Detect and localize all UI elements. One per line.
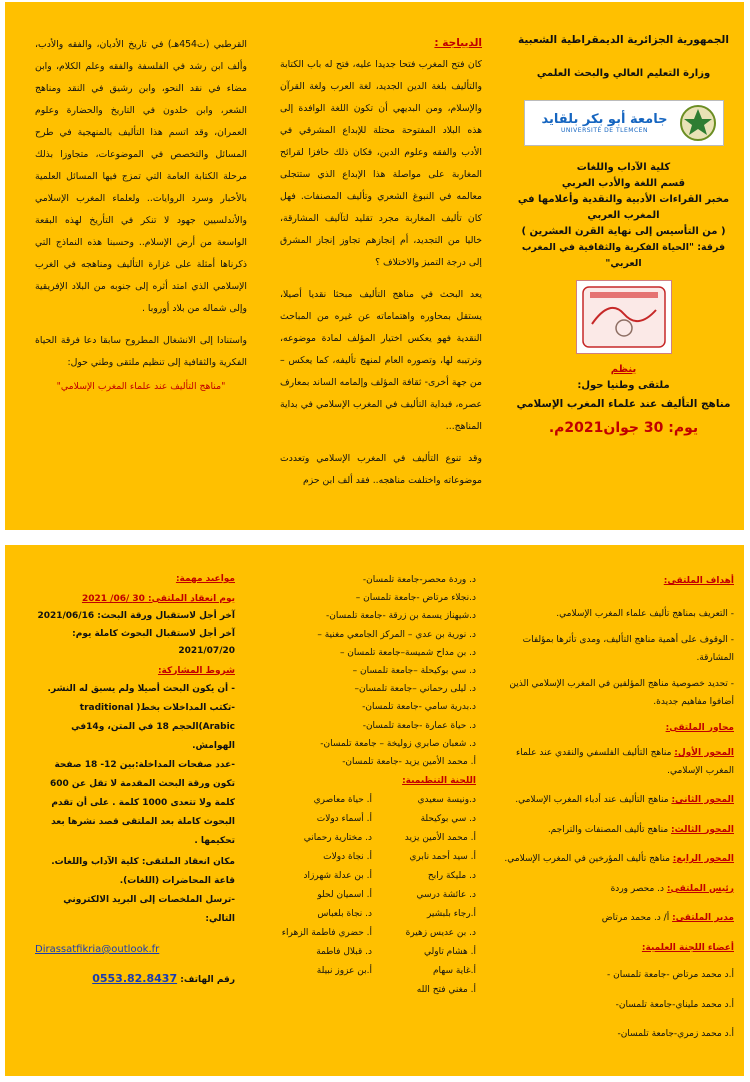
continuation-paragraph: القرطبي (ت454هـ) في تاريخ الأديان، والفقه والأدب، وألف ابن رشد في الفلسفة والفقه وعلم الكلام، وابن مضاء في نقد النحو، وابن رشيق في النقد ومناهج الشعر، وابن خلدون في التاريخ والحضارة وعلوم العمران، وقد اتسم هذا التأليف بالمنهجية في طرح المسائل والتخصص في الموضوعات، متجاوزا بذلك مرحلة الكتابة العامة التي تمزج فيها المسائل العلمية بالأخبار وسرد الروايات.. ولعلماء المغرب الإسلامي والأندلسيين جهود لا تنكر في التأريخ لهذه البقعة الواسعة من أرض الإسلام.. وحسبنا هذه النماذج التي ذكرناها أمثلة على غزارة التأليف ومناهجه في الغرب الإسلامي الذي امتد أثره إلى جنوبه من البلاد الإفريقية وإلى شماله من بلاد أوروبا . <box>35 39 247 314</box>
organizing-committee-row <box>268 829 476 848</box>
committee-member: د. وردة محصر-جامعة تلمسان- <box>362 575 476 585</box>
republic-title: الجمهورية الجزائرية الديمقراطية الشعبية <box>518 34 729 46</box>
committee-member: د. سي بوكيحلة –جامعة تلمسان – <box>352 666 476 677</box>
committee-member: د. نورية بن عدي – المركز الجامعي مغنية – <box>317 629 476 640</box>
organizing-committee-member: أ. أسماء دولات <box>316 813 372 824</box>
axis-text: مناهج التأليف عند أدباء المغرب الإسلامي. <box>515 795 672 806</box>
axis-label: المحور الثالث: <box>671 824 734 835</box>
organizing-committee-member: أ.غاية سهام <box>432 965 476 976</box>
preamble-paragraph: كان فتح المغرب فتحا جديدا عليه، فتح له باب الكتابة والتأليف بلغة الدين الجديد، لغة العرب ولغة القرآن والإسلام، ومن البديهي أن تكون اللغة الوافدة إلى هذه البلاد المفتوحة محتلة للإبداع المشرقي في الأدب والفقه وعلوم الدين، فكان ذلك حافزا لقرائح المغاربة على مواصلة هذا الإبداع الذي ستتجلى معالمه في النبوغ الشعري وتأليف المصنفات. فهل كان تأليف المغاربة مجرد تقليد لتآليف المشارقة، خاليا من التجديد، أم إنجازهم تجاوز إنجاز المشرق إلى درجة التميز والاختلاف ؟ <box>280 59 482 268</box>
university-emblem-icon <box>679 104 717 142</box>
conference-title: مناهج التأليف عند علماء المغرب الإسلامي <box>516 398 731 410</box>
organizing-committee-member: أ. سيد أحمد نابري <box>409 851 476 862</box>
goals-heading: أهداف الملتقى: <box>663 576 734 586</box>
organizing-committee-member: أ. بن عدلة شهرزاد <box>303 870 372 881</box>
committees-panel <box>258 545 488 1076</box>
axis-text: مناهج تأليف المصنفات والتراجم. <box>547 824 672 835</box>
ministry-title: وزارة التعليم العالي والبحث العلمي <box>536 68 711 79</box>
goal-item: - الوقوف على أهمية مناهج التأليف، ومدى تأثرها بمؤلفات المشارقة. <box>522 634 734 663</box>
axis-label: المحور الرابع: <box>672 854 734 865</box>
committee-member: د. شعبان صابري زوليخة – جامعة تلمسان- <box>320 738 476 749</box>
goal-item: - التعريف بمناهج تأليف علماء المغرب الإسلامي. <box>556 608 734 619</box>
axis-label: المحور الأول: <box>674 748 734 759</box>
axis-item <box>503 792 734 810</box>
terms-item: -تكتب المداخلات بخط( traditional Arabic)الحجم 18 في المتن، و14في الهوامش. <box>71 703 235 751</box>
organizing-committee-member: أ. حياة معاصري <box>313 794 372 805</box>
director-name: أ/ د. محمد مرتاض <box>601 913 673 924</box>
organizing-committee-member: أ. هشام تاولي <box>423 946 476 957</box>
lab-logo <box>576 280 672 354</box>
brochure-inner-page <box>5 545 744 1076</box>
committee-member: د.بدرية سامي -جامعة تلمسان- <box>362 702 476 713</box>
organizing-committee-member: د. مختارية رحماني <box>303 832 372 843</box>
organizing-committee-member: د. عائشة درسي <box>416 889 476 900</box>
president-name: د. محصر وردة <box>610 883 667 894</box>
committee-member: أ.د محمد زمري-جامعة تلمسان- <box>617 1029 734 1040</box>
research-team: فرقة: "الحياة الفكرية والثقافية في المغرب العربي" <box>521 242 726 269</box>
contact-email-link[interactable]: Dirassatfikria@outlook.fr <box>35 944 160 955</box>
axis-label: المحور الثاني: <box>671 795 734 806</box>
lab-name-line2: المغرب العربي <box>587 210 660 221</box>
preamble-paragraph: يعد البحث في مناهج التأليف مبحثا نقديا أصيلا، يستقل بمحاوره واهتماماته عن غيره من المباحث النقدية فهو يعكس اختيار المؤلف لمادة موضوعه، وترتيبه لها، وتصوره العام لمنهج تأليفه، كما يعكس – من جهة أخرى- ثقافة المؤلف وإلمامه الساند بمعارف عصره، فبداية التأليف في المغرب الإسلامي في بداية المناهج... <box>280 289 482 432</box>
cover-panel <box>499 2 744 530</box>
organizing-committee-member: د. نجاة بلعباس <box>317 908 372 919</box>
terms-item: -عدد صفحات المداخلة:بين 12- 18 صفحة <box>54 760 235 770</box>
organizing-committee-row <box>268 867 476 886</box>
faculty-name: كلية الآداب واللغات <box>576 162 671 173</box>
axis-text: مناهج التأليف الفلسفي والنقدي عند علماء المغرب الإسلامي. <box>515 748 734 776</box>
conference-date: يوم: 30 جوان2021م. <box>548 420 699 436</box>
committee-member: د. حياة عمارة -جامعة تلمسان- <box>362 720 476 731</box>
director-label: مدير الملتقى: <box>672 913 734 924</box>
goal-item: - تحديد خصوصية مناهج المؤلفين في المغرب الإسلامي الذين أضافوا مفاهيم جديدة. <box>509 679 734 708</box>
venue: مكان انعقاد الملتقى: كلية الآداب واللغات. قاعة المحاضرات (اللغات). <box>51 857 235 886</box>
conference-director <box>503 910 734 928</box>
preamble-panel <box>268 2 498 530</box>
committee-member: أ.د محمد مرتاض -جامعة تلمسان - <box>606 970 734 981</box>
deadline-full-paper: آخر أجل لاستقبال البحوث كاملة يوم: 2021/07/20 <box>72 628 235 656</box>
organizing-committee-row <box>268 962 476 981</box>
axis-text: مناهج تأليف المؤرخين في المغرب الإسلامي. <box>504 854 673 865</box>
preamble-heading: الديباجة : <box>434 37 482 49</box>
organizing-committee-member: د. مليكة رابح <box>427 870 476 881</box>
submission-note: -ترسل الملخصات إلى البريد الالكتروني التالي: <box>63 895 235 924</box>
university-logo <box>524 100 724 146</box>
committee-member: د.شيهناز يسمة بن زرقة -جامعة تلمسان- <box>326 611 476 622</box>
organizing-committee-row <box>268 848 476 867</box>
organizing-committee-row <box>268 924 476 943</box>
info-panel <box>5 545 257 1076</box>
lab-emblem-icon <box>580 284 668 350</box>
deadline-abstract: آخر أجل لاستقبال ورقة البحث: 2021/06/16 <box>37 611 235 621</box>
phone-label: رقم الهاتف: <box>180 974 235 985</box>
organizing-committee-heading: اللجنة التنظيمية: <box>402 776 476 787</box>
lab-name-line1: مخبر القراءات الأدبية والنقدية وأعلامها في <box>517 194 730 205</box>
committee-member: د. ليلى رحماني –جامعة تلمسان– <box>354 684 476 695</box>
continuation-panel <box>5 2 267 530</box>
brochure-outer-page <box>5 2 744 530</box>
organizing-committee-member: أ. مغني فتح الله <box>416 984 476 995</box>
conference-title-quote: "مناهج التأليف عند علماء المغرب الإسلامي" <box>56 381 226 392</box>
scientific-committee-heading: أعضاء اللجنة العلمية: <box>641 942 734 953</box>
phone-number[interactable]: 0553.82.8437 <box>92 971 178 985</box>
conference-day: يوم انعقاد الملتقى: 30 /06/ 2021 <box>81 593 235 604</box>
organizing-committee-member: د.ونيسة سعيدي <box>417 794 476 805</box>
organizing-committee-member: أ.بن عزوز نبيلة <box>316 965 372 976</box>
organizing-committee-member: أ. محمد الأمين يزيد <box>404 832 476 843</box>
axes-list <box>503 745 734 1044</box>
axes-heading: محاور الملتقى: <box>665 722 734 733</box>
axis-item <box>503 745 734 780</box>
goals-panel <box>489 545 744 1076</box>
organizing-committee-member <box>268 981 372 1000</box>
university-name-fr: UNIVERSITÉ DE TLEMCEN <box>561 127 648 134</box>
dates-heading: مواعيد مهمة: <box>175 574 235 584</box>
lab-name-line3: ( من التأسيس إلى نهاية القرن العشرين ) <box>521 226 726 237</box>
department-name: قسم اللغة والأدب العربي <box>561 178 686 189</box>
organizing-committee-row <box>268 981 476 1000</box>
committee-member: د. بن مداح شميسة–جامعة تلمسان – <box>339 647 476 658</box>
goals-list <box>503 605 734 712</box>
contact-phone <box>35 970 235 990</box>
preamble-paragraph: وقد تنوع التأليف في المغرب الإسلامي وتعددت موضوعاته واختلفت مناهجه.. فقد ألف ابن حزم <box>280 453 482 486</box>
committee-member: د.نجلاء مرتاض -جامعة تلمسان – <box>355 593 476 604</box>
terms-item: تكون ورقة البحث المقدمة لا تقل عن 600 كلمة ولا تتعدى 1000 كلمة . على أن تقدم البحوث كاملة بعد الملتقى قصد نشرها بعد تحكيمها . <box>50 779 235 846</box>
organizing-committee-member: د. قبلال فاطمة <box>316 946 372 957</box>
university-name-ar: جامعة أبو بكر بلقايد <box>541 112 668 127</box>
organizing-committee-member: أ.رجاء بلبشير <box>426 908 476 919</box>
organizing-committee-member: أ. نجاة دولات <box>323 851 372 862</box>
scientific-committee-list <box>268 571 476 771</box>
committee-member: أ.د محمد مليناي-جامعة تلمسان- <box>615 999 734 1010</box>
organizing-committee-row <box>268 791 476 810</box>
organizing-committee-row <box>268 905 476 924</box>
axis-item <box>503 851 734 869</box>
organizing-committee-table <box>268 791 476 1000</box>
organizing-committee-member: د. سي بوكيحلة <box>420 813 476 824</box>
terms-heading: شروط المشاركة: <box>157 665 235 676</box>
committee-member: أ. محمد الأمين يزيد -جامعة تلمسان- <box>342 757 476 768</box>
organizing-committee-member: د. بن عديس زهيرة <box>405 927 476 938</box>
organizing-committee-row <box>268 943 476 962</box>
terms-item: - أن يكون البحث أصيلا ولم يسبق له النشر. <box>47 684 235 694</box>
organizing-committee-member: أ. حضري فاطمة الزهراء <box>281 927 372 938</box>
organizes-label: ينظم <box>610 364 637 375</box>
organizing-committee-row <box>268 886 476 905</box>
organizing-committee-row <box>268 810 476 829</box>
continuation-paragraph: واستنادا إلى الانشغال المطروح سابقا دعا فرقة الحياة الفكرية والثقافية إلى تنظيم ملتقى وطني حول: <box>35 335 247 368</box>
organizing-committee-member: أ. اسميان لحلو <box>317 889 372 900</box>
axis-item <box>503 822 734 840</box>
conference-type: ملتقى وطنيا حول: <box>577 380 670 391</box>
president-label: رئيس الملتقى: <box>666 883 734 894</box>
conference-president <box>503 881 734 899</box>
